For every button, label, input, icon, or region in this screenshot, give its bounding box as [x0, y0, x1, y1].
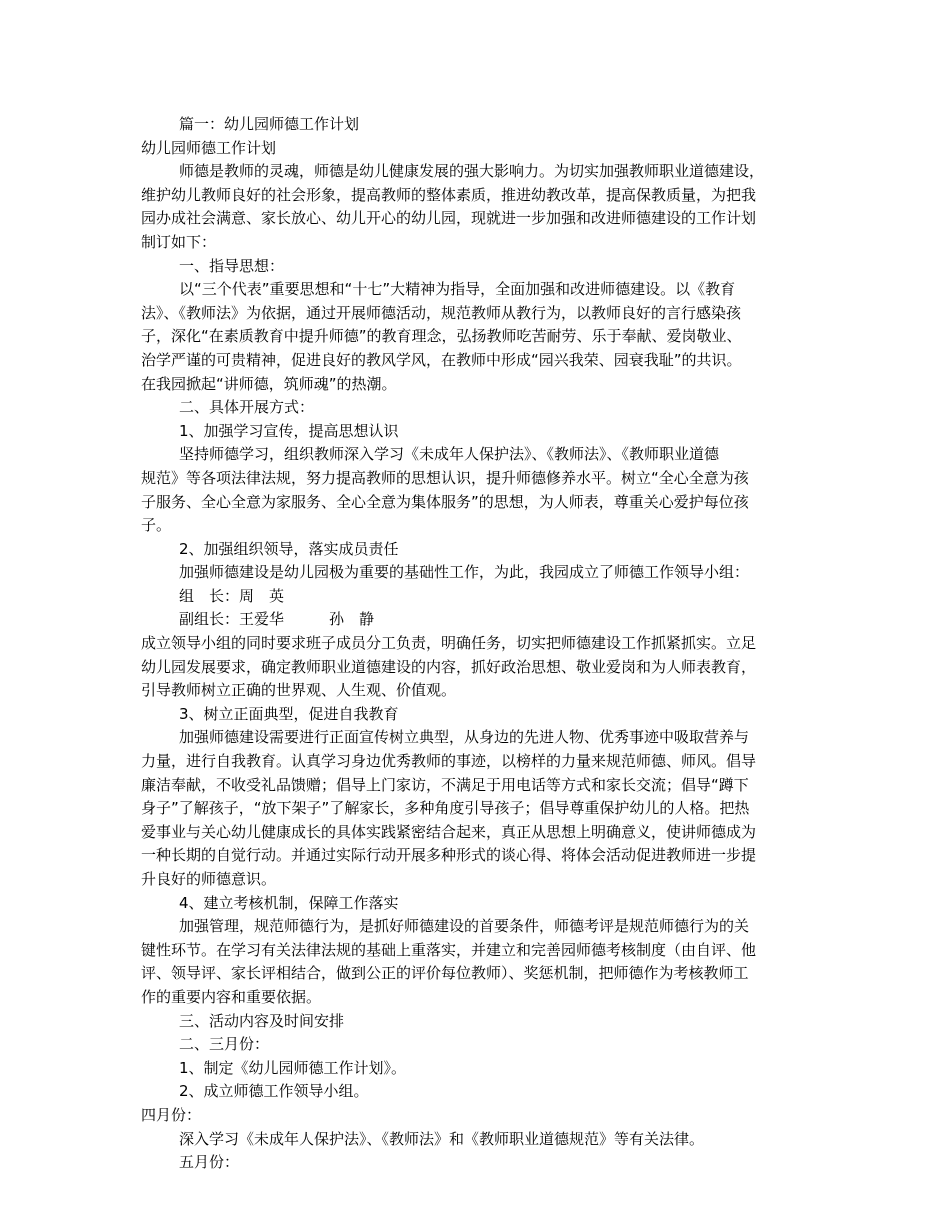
section1-title: 一、指导思想： [179, 256, 285, 275]
item2-title: 2、加强组织领导，落实成员责任 [179, 539, 399, 558]
march-item: 1、制定《幼儿园师德工作计划》。 [179, 1058, 407, 1077]
item2-line: 成立领导小组的同时要求班子成员分工负责，明确任务，切实把师德建设工作抓紧抓实。立足 [141, 634, 757, 653]
section1-line: 法》、《教师法》为依据，通过开展师德活动，规范教师从教行为，以教师良好的言行感染孩 [141, 303, 742, 322]
document-page [141, 113, 813, 1175]
item3-line: 廉洁奉献，不收受礼品馈赠；倡导上门家访，不满足于用电话等方式和家长交流；倡导“蹲下 [141, 775, 749, 794]
doc-heading: 篇一：幼儿园师德工作计划 [179, 115, 360, 133]
item2-line: 幼儿园发展要求，确定教师职业道德建设的内容，抓好政治思想、敬业爱岗和为人师表教育， [141, 657, 757, 676]
leader-line: 组 长：周 英 [179, 586, 285, 605]
item4-line: 加强管理，规范师德行为，是抓好师德建设的首要条件，师德考评是规范师德行为的关 [179, 917, 750, 936]
section1-line: 在我园掀起“讲师德，筑师魂”的热潮。 [141, 374, 397, 393]
intro-line: 师德是教师的灵魂，师德是幼儿健康发展的强大影响力。为切实加强教师职业道德建设， [179, 162, 765, 181]
intro-line: 维护幼儿教师良好的社会形象，提高教师的整体素质，推进幼教改革，提高保教质量，为把我 [141, 185, 757, 204]
item2-line: 引导教师树立正确的世界观、人生观、价值观。 [141, 681, 457, 700]
item2-line: 加强师德建设是幼儿园极为重要的基础性工作，为此，我园成立了师德工作领导小组： [179, 563, 750, 582]
item4-line: 作的重要内容和重要依据。 [141, 987, 322, 1006]
item3-line: 升良好的师德意识。 [141, 870, 277, 888]
item1-line: 坚持师德学习，组织教师深入学习《未成年人保护法》、《教师法》、《教师职业道德 [179, 445, 720, 464]
item3-line: 力量，进行自我教育。认真学习身边优秀教师的事迹，以榜样的力量来规范师德、师风。倡导 [141, 752, 757, 771]
deputy-line: 副组长：王爱华 孙 静 [179, 610, 375, 629]
section1-line: 以“三个代表”重要思想和“十七”大精神为指导，全面加强和改进师德建设。以《教育 [179, 280, 736, 299]
item3-line: 爱事业与关心幼儿健康成长的具体实践紧密结合起来，真正从思想上明确意义，使讲师德成为 [141, 822, 757, 841]
section2-title: 二、具体开展方式： [179, 398, 315, 417]
doc-title: 幼儿园师德工作计划 [141, 138, 277, 157]
item4-line: 评、领导评、家长评相结合，做到公正的评价每位教师）、奖惩机制，把师德作为考核教师工 [141, 964, 749, 983]
section1-line: 子，深化“在素质教育中提升师德”的教育理念，弘扬教师吃苦耐劳、乐于奉献、爱岗敬业、 [141, 327, 742, 346]
intro-line: 园办成社会满意、家长放心、幼儿开心的幼儿园，现就进一步加强和改进师德建设的工作计划 [141, 209, 757, 228]
item1-line: 子。 [141, 516, 172, 535]
may-title: 五月份： [179, 1153, 240, 1172]
section1-line: 治学严谨的可贵精神，促进良好的教风学风，在教师中形成“园兴我荣、园衰我耻”的共识。 [141, 350, 742, 369]
item1-line: 子服务、全心全意为家服务、全心全意为集体服务”的思想，为人师表，尊重关心爱护每位孩 [141, 492, 749, 511]
intro-line: 制订如下： [141, 232, 217, 251]
item3-line: 加强师德建设需要进行正面宣传树立典型，从身边的先进人物、优秀事迹中吸取营养与 [179, 728, 750, 747]
april-line: 深入学习《未成年人保护法》、《教师法》和《教师职业道德规范》等有关法律。 [179, 1129, 705, 1148]
item4-title: 4、建立考核机制，保障工作落实 [179, 893, 399, 912]
section3-title: 三、活动内容及时间安排 [179, 1011, 345, 1030]
march-item: 2、成立师德工作领导小组。 [179, 1082, 369, 1101]
item3-line: 一种长期的自觉行动。并通过实际行动开展多种形式的谈心得、将体会活动促进教师进一步提 [141, 846, 757, 865]
item1-title: 1、加强学习宣传，提高思想认识 [179, 421, 399, 440]
item3-line: 身子”了解孩子，“放下架子”了解家长，多种角度引导孩子；倡导尊重保护幼儿的人格。把热 [141, 799, 750, 818]
item1-line: 规范》等各项法律法规，努力提高教师的思想认识，提升师德修养水平。树立“全心全意为孩 [141, 468, 749, 487]
march-title: 二、三月份： [179, 1035, 270, 1054]
april-title: 四月份： [141, 1105, 202, 1124]
item3-title: 3、树立正面典型，促进自我教育 [179, 704, 399, 723]
item4-line: 键性环节。在学习有关法律法规的基础上重落实，并建立和完善园师德考核制度（由自评、他 [141, 940, 757, 959]
